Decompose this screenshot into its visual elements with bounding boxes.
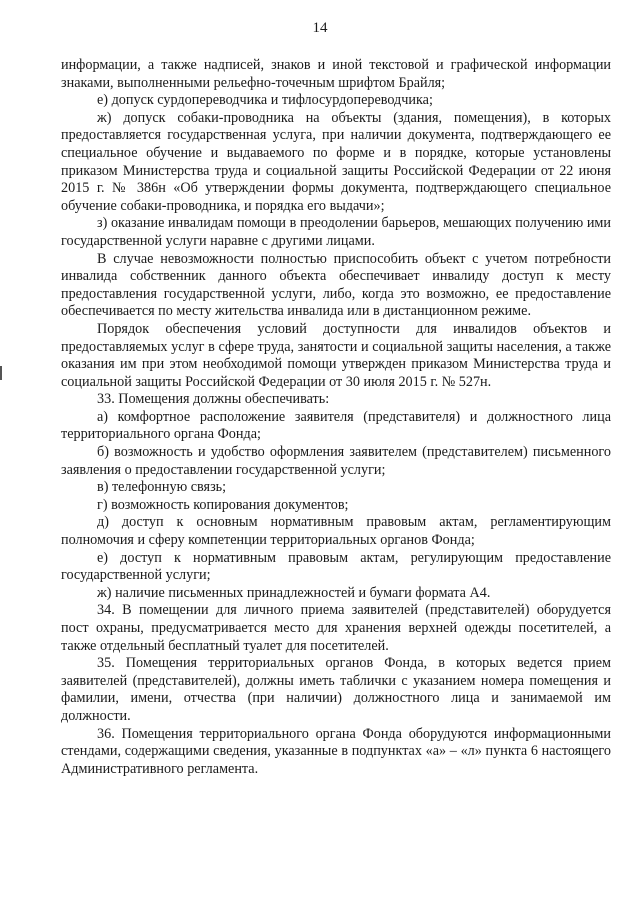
paragraph-accessibility-order: Порядок обеспечения условий доступности для инвалидов объектов и предоставляемых услуг в сфере труда, занятости и социальной защиты населения, а также оказания им при этом необходимой помощи утвержден приказом Министерства труда и социальной защиты Российской Федерации от 30 июля 2015 г. № 527н. — [61, 320, 611, 390]
paragraph-36: 36. Помещения территориального органа Фонда оборудуются информационными стендами, содержащими сведения, указанные в подпунктах «а» – «л» пункта 6 настоящего Административного регламента. — [61, 725, 611, 777]
paragraph-33-v: в) телефонную связь; — [97, 479, 227, 496]
scan-edge-mark — [0, 366, 2, 380]
paragraph-item-z: з) оказание инвалидам помощи в преодолении барьеров, мешающих получению ими государственной услуги наравне с другими лицами. — [61, 215, 611, 249]
paragraph-33: 33. Помещения должны обеспечивать: — [97, 391, 330, 408]
page-number: 14 — [312, 20, 328, 36]
paragraph-33-e: е) доступ к нормативным правовым актам, регулирующим предоставление государственной услуги; — [61, 549, 611, 584]
paragraph-35: 35. Помещения территориальных органов Фонда, в которых ведется прием заявителей (представителей), должны иметь таблички с указанием номера помещения и фамилии, имени, отчества (при наличии) должностного лица и занимаемой им должности. — [61, 655, 611, 724]
document-body — [61, 57, 611, 778]
paragraph-33-zh: ж) наличие письменных принадлежностей и бумаги формата А4. — [97, 584, 491, 601]
paragraph-item-e: е) допуск сурдопереводчика и тифлосурдопереводчика; — [97, 92, 433, 109]
paragraph-33-a: а) комфортное расположение заявителя (представителя) и должностного лица территориального органа Фонда; — [61, 408, 611, 443]
paragraph-34: 34. В помещении для личного приема заявителей (представителей) оборудуется пост охраны, предусматривается место для хранения верхней одежды посетителей, а также отдельный бесплатный туалет для посетителей. — [61, 602, 611, 654]
paragraph-33-g: г) возможность копирования документов; — [97, 496, 349, 513]
paragraph-33-d: д) доступ к основным нормативным правовым актам, регламентирующим полномочия и сферу компетенции территориальных органов Фонда; — [61, 514, 611, 549]
paragraph-inaccessibility: В случае невозможности полностью приспособить объект с учетом потребности инвалида собственник данного объекта обеспечивает инвалиду доступ к месту предоставления государственной услуги, либо, когда это возможно, ее предоставление обеспечивается по месту жительства инвалида или в дистанционном режиме. — [61, 250, 611, 320]
paragraph-continuation: информации, а также надписей, знаков и иной текстовой и графической информации знаками, выполненными рельефно-точечным шрифтом Брайля; — [61, 57, 611, 91]
paragraph-33-b: б) возможность и удобство оформления заявителем (представителем) письменного заявления о предоставлении государственной услуги; — [61, 444, 611, 478]
paragraph-item-zh: ж) допуск собаки-проводника на объекты (здания, помещения), в которых предоставляется государственная услуга, при наличии документа, подтверждающего ее специальное обучение и выдаваемого по форме и в порядке, которые установлены приказом Министерства труда и социальной защиты Российской Федерации от 22 июня 2015 г. № 386н «Об утверждении формы документа, подтверждающего специальное обучение собаки-проводника, и порядка его выдачи»; — [61, 109, 611, 214]
